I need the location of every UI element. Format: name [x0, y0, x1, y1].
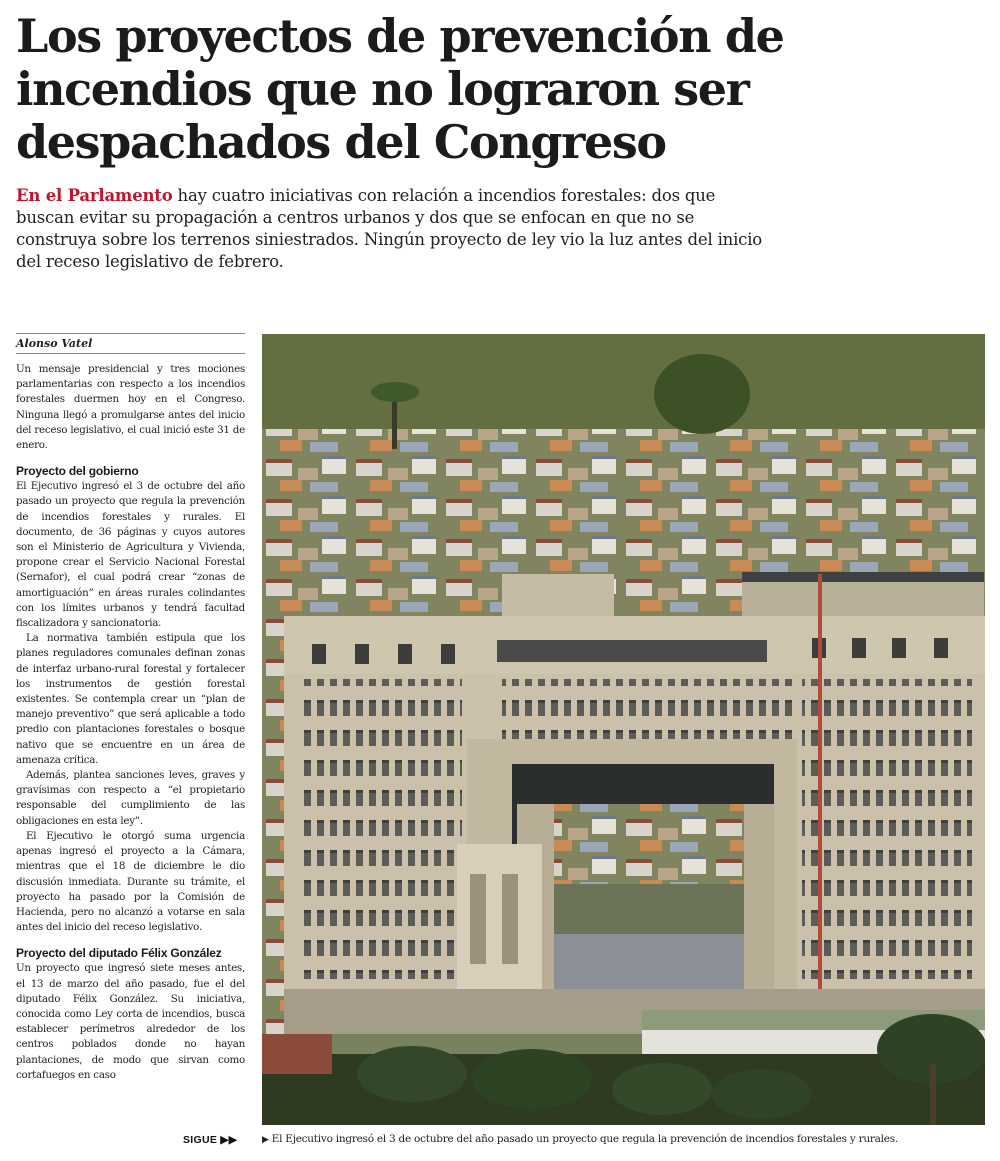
body-paragraph: El Ejecutivo le otorgó suma urgencia apenas ingresó el proyecto a la Cámara, mientras que el 18 de diciembre le dio discusión inmediata. Durante su trámite, el proyecto ha pasado por la Comisión de Hacienda, pero no alcanzó a votarse en sala antes del inicio del receso legislativo.: [16, 829, 245, 934]
lede-kicker: En el Parlamento: [16, 186, 173, 205]
byline-divider: [16, 353, 245, 354]
lede-text: hay cuatro iniciativas con relación a incendios forestales: dos que buscan evitar su propagación a centros urbanos y dos que se enfocan en que no se construya sobre los terrenos siniestrados. Ningún proyecto de ley vio la luz antes del inicio del receso legislativo de febrero.: [16, 186, 763, 271]
headline: [16, 10, 916, 169]
continue-marker[interactable]: SIGUE ▶▶: [183, 1134, 238, 1146]
body-paragraph: El Ejecutivo ingresó el 3 de octubre del año pasado un proyecto que regula la prevención de incendios forestales y rurales. El documento, de 36 páginas y cuyos autores son el Ministerio de Agricultura y Vivienda, propone crear el Servicio Nacional Forestal (Sernafor), el cual podrá crear “zonas de amortiguación” en áreas rurales colindantes con los límites urbanos y tendrá facultad fiscalizadora y sancionatoria.: [16, 480, 245, 630]
congress-building-photo: [262, 334, 985, 1125]
caption-marker-icon: ▶: [262, 1135, 269, 1145]
body-paragraph: Un mensaje presidencial y tres mociones parlamentarias con respecto a los incendios forestales duermen hoy en el Congreso. Ninguna llegó a promulgarse antes del inicio del receso legislativo, el cual inició este 31 de enero.: [16, 363, 245, 452]
headline-line: incendios que no lograron ser: [16, 62, 749, 116]
byline: Alonso Vatel: [16, 337, 93, 350]
body-paragraph: Un proyecto que ingresó siete meses antes, el 13 de marzo del año pasado, fue el del diputado Félix González. Su iniciativa, conocida como Ley corta de incendios, busca establecer perímetros alrededor de los centros poblados donde no hayan plantaciones, de modo que sirvan como cortafuegos en caso: [16, 962, 245, 1081]
photo-caption: [262, 1132, 992, 1147]
headline-line: despachados del Congreso: [16, 115, 666, 169]
lede-paragraph: [16, 185, 776, 273]
section-heading: Proyecto del diputado Félix González: [16, 946, 222, 961]
byline-divider: [16, 333, 245, 334]
section-heading: Proyecto del gobierno: [16, 464, 139, 479]
body-paragraph: Además, plantea sanciones leves, graves y gravísimas con respecto a “el propietario responsable del cumplimiento de las obligaciones en esta ley”.: [16, 769, 245, 827]
headline-line: Los proyectos de prevención de: [16, 9, 784, 63]
caption-text: El Ejecutivo ingresó el 3 de octubre del año pasado un proyecto que regula la prevención de incendios forestales y rurales.: [271, 1133, 898, 1145]
body-paragraph: La normativa también estipula que los planes reguladores comunales definan zonas de interfaz urbano-rural forestal y fortalecer los instrumentos de gestión forestal existentes. Se contempla crear un “plan de manejo preventivo” que será aplicable a todo predio con plantaciones forestales o bosque nativo que se encuentre en un área de amenaza crítica.: [16, 632, 245, 766]
article-body: [16, 362, 245, 1118]
